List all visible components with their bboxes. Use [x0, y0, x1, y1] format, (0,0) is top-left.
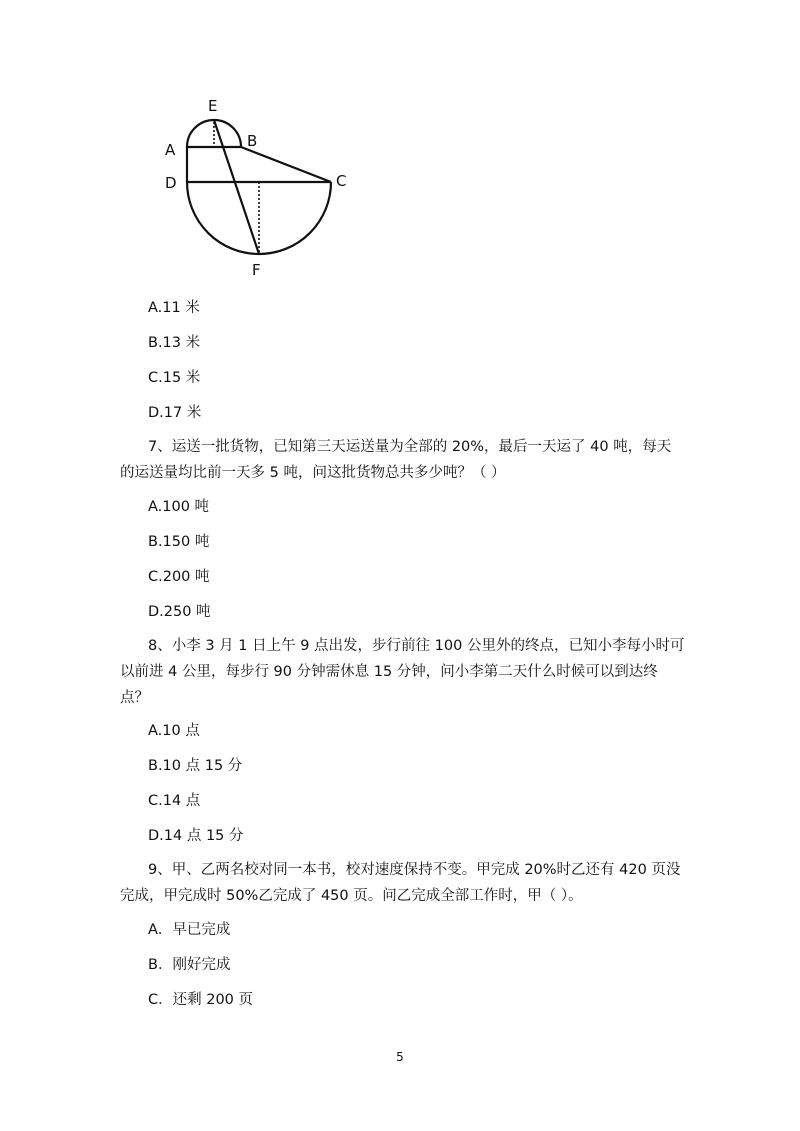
label-d: D — [165, 174, 177, 192]
q7-option-c: C.200 吨 — [148, 569, 210, 585]
label-e: E — [208, 97, 218, 115]
geometry-figure — [150, 92, 370, 282]
q6-option-a: A.11 米 — [148, 300, 200, 316]
q6-option-d: D.17 米 — [148, 405, 202, 421]
q8-option-c: C.14 点 — [148, 793, 201, 809]
q8-text-line-3: 点？ — [120, 690, 149, 706]
page-number: 5 — [396, 1050, 404, 1064]
q8-option-b: B.10 点 15 分 — [148, 758, 243, 774]
q7-text-line-1: 7、运送一批货物，已知第三天运送量为全部的 20%，最后一天运了 40 吨，每天 — [148, 439, 672, 455]
q9-text-line-2: 完成，甲完成时 50%乙完成了 450 页。问乙完成全部工作时，甲（ ）。 — [120, 888, 583, 904]
q7-option-b: B.150 吨 — [148, 534, 210, 550]
q8-text-line-1: 8、小李 3 月 1 日上午 9 点出发，步行前往 100 公里外的终点，已知小李每小时可 — [148, 638, 685, 654]
label-b: B — [247, 132, 258, 150]
q7-text-line-2: 的运送量均比前一天多 5 吨，问这批货物总共多少吨？（ ） — [120, 465, 506, 481]
q6-option-b: B.13 米 — [148, 335, 201, 351]
label-a: A — [165, 141, 176, 159]
label-c: C — [336, 172, 347, 190]
q8-option-a: A.10 点 — [148, 723, 200, 739]
label-f: F — [252, 261, 261, 279]
q9-option-a: A．早已完成 — [148, 922, 231, 938]
q7-option-d: D.250 吨 — [148, 604, 211, 620]
geometry-diagram — [150, 92, 370, 282]
q9-option-b: B．刚好完成 — [148, 957, 231, 973]
segment-bc — [241, 147, 331, 182]
q7-option-a: A.100 吨 — [148, 499, 210, 515]
q9-text-line-1: 9、甲、乙两名校对同一本书，校对速度保持不变。甲完成 20%时乙还有 420 页没 — [148, 862, 681, 878]
q8-option-d: D.14 点 15 分 — [148, 828, 244, 844]
q6-option-c: C.15 米 — [148, 370, 201, 386]
q8-text-line-2: 以前进 4 公里，每步行 90 分钟需休息 15 分钟，问小李第二天什么时候可以到达终 — [120, 664, 658, 680]
q9-option-c: C．还剩 200 页 — [148, 992, 254, 1008]
